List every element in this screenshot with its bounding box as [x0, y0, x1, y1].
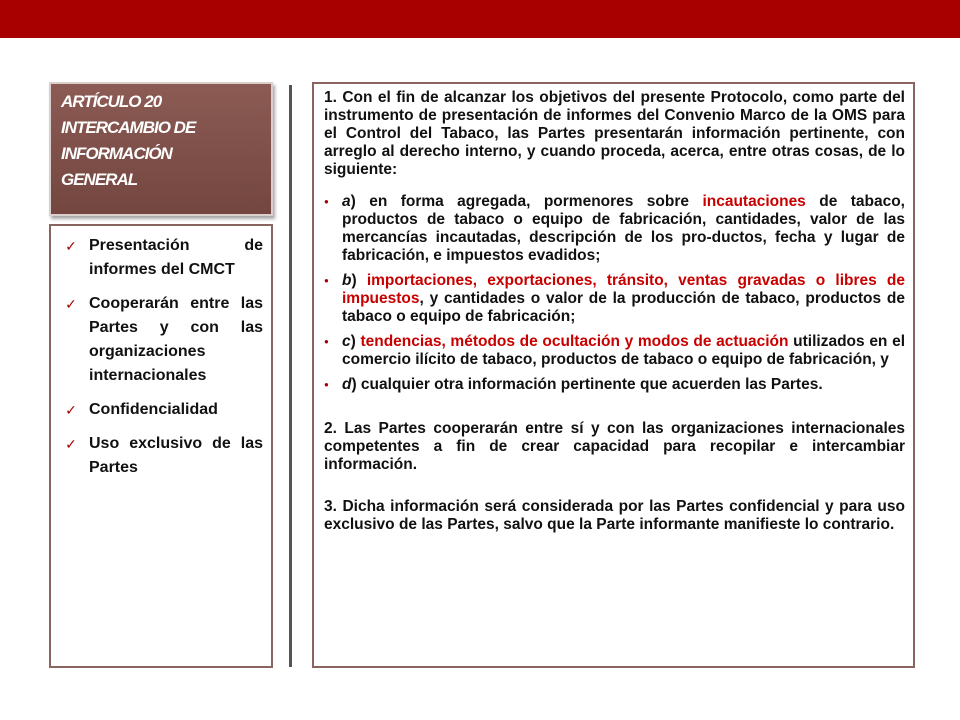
bullet-item-b [324, 272, 905, 326]
summary-item-uso-exclusivo [63, 432, 263, 480]
article-title-line-1: ARTÍCULO 20 [61, 92, 162, 111]
bullet-text: ) cualquier otra información pertinente que acuerden las Partes. [351, 376, 823, 393]
bullet-letter: d [342, 376, 352, 393]
summary-item-informes [63, 234, 263, 282]
bullet-text: de tabaco, productos de tabaco o equipo de fabricación, cantidades, valor de las mercancías incautadas, descripción de los pro-ductos, fecha y lugar de fabricación, e impuestos evadidos; [342, 193, 905, 264]
checkmark-icon: ✓ [65, 296, 77, 312]
paragraph-1: 1. Con el fin de alcanzar los objetivos del presente Protocolo, como parte del instrumento de presentación de informes del Convenio Marco de la OMS para el Control del Tabaco, las Partes presentarán información pertinente, con arreglo al derecho interno, y cuando proceda, acerca, entre otras cosas, de lo siguiente: [324, 89, 905, 178]
bullet-item-d [324, 376, 905, 394]
summary-item-label: Cooperarán entre las Partes y con las organizaciones internacionales [89, 295, 263, 384]
bullet-dot-icon: ● [324, 276, 329, 285]
bullet-letter: c [342, 333, 351, 350]
article-title-line-3: INFORMACIÓN [61, 144, 172, 163]
summary-list [63, 234, 263, 480]
bullet-letter: a [342, 193, 351, 210]
paragraph-3: 3. Dicha información será considerada por las Partes confidencial y para uso exclusivo de las Partes, salvo que la Parte informante manifieste lo contrario. [324, 498, 905, 533]
summary-item-cooperacion [63, 292, 263, 388]
checkmark-icon: ✓ [65, 238, 77, 254]
bullet-text: , y cantidades o valor de la producción de tabaco, productos de tabaco o equipo de fabricación; [342, 290, 905, 325]
bullet-letter: b [342, 272, 352, 289]
summary-item-label: Presentación de informes del CMCT [89, 237, 263, 278]
header-bar [0, 0, 960, 38]
bullet-dot-icon: ● [324, 380, 329, 389]
bullet-text: ) [350, 333, 361, 350]
highlight-text: tendencias, métodos de ocultación y modos de actuación [360, 333, 789, 350]
summary-box [49, 224, 273, 668]
bullet-item-c [324, 333, 905, 369]
bullet-dot-icon: ● [324, 337, 329, 346]
summary-item-confidencialidad [63, 398, 263, 422]
article-title-line-2: INTERCAMBIO DE [61, 118, 196, 137]
summary-item-label: Uso exclusivo de las Partes [89, 435, 263, 476]
vertical-divider [289, 85, 292, 667]
bullet-text: utilizados en el comercio ilícito de tabaco, productos de tabaco o equipo de fabricación, y [342, 333, 906, 368]
highlight-text: incautaciones [702, 193, 806, 210]
article-text-box [312, 82, 915, 668]
paragraph-2: 2. Las Partes cooperarán entre sí y con las organizaciones internacionales competentes a fin de crear capacidad para recopilar e intercambiar información. [324, 420, 905, 473]
summary-item-label: Confidencialidad [89, 401, 218, 418]
bullet-list [324, 193, 905, 394]
checkmark-icon: ✓ [65, 436, 77, 452]
checkmark-icon: ✓ [65, 402, 77, 418]
bullet-text: ) en forma agregada, pormenores sobre [350, 193, 703, 210]
highlight-text: importaciones, exportaciones, tránsito, ventas gravadas o libres de impuestos [342, 272, 906, 307]
bullet-dot-icon: ● [324, 197, 329, 206]
bullet-item-a [324, 193, 905, 265]
article-title-box [49, 82, 273, 216]
article-title-line-4: GENERAL [61, 170, 138, 189]
bullet-text: ) [351, 272, 367, 289]
